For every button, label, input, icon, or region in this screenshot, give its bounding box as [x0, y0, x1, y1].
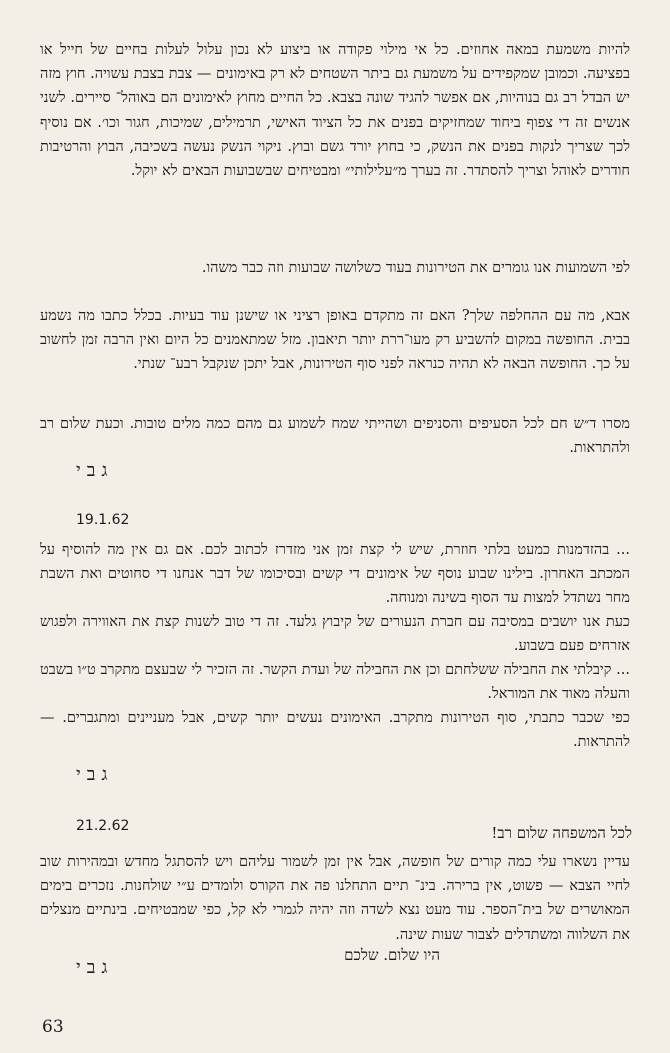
closing: היו שלום. שלכם [344, 946, 440, 964]
paragraph: עדיין נשארו עלי כמה קורים של חופשה, אבל אין זמן לשמור עליהם ויש להסתגל מחדש ובמהירות שוב לחיי הצבא — פשוט, אין ברירה. בינ־ תיים התחלנו פה את הקורס ולומדים ע״י שולחנות. נזכרים בימים המאושרים של בית־הספר. עוד מעט נצא לשדה וזה יהיה לגמרי לא קל, כפי שמבטיחים. בינתיים מנצלים את השלווה ומשתדלים לצבור שעות שינה. [40, 854, 630, 943]
paragraph: כעת אנו יושבים במסיבה עם חברת הנעורים של קיבוץ גלעד. זה די טוב לשנות קצת את האווירה ולפגוש אזרחים פעם בשבוע. [40, 614, 630, 655]
paragraph: ... קיבלתי את החבילה ששלחתם וכן את החבילה של ועדת הקשר. זה הזכיר לי שבעצם מתקרב ט״ו בשבט והעלה מאוד את המוראל. [40, 662, 630, 703]
paragraph: אבא, מה עם ההחלפה שלך? האם זה מתקדם באופן רציני או שישנן עוד בעיות. בכלל כתבו מה נשמע בבית. החופשה במקום להשביע רק מעו־ררת יותר תיאבון. מזל שמתאמנים כל היום ואין הרבה זמן לחשוב על כך. החופשה הבאה לא תהיה כנראה לפני סוף הטירונות, אבל יתכן שנקבל רבע־ שנתי. [40, 308, 630, 373]
signature: גבי [76, 764, 114, 785]
paragraph: לפי השמועות אנו גומרים את הטירונות בעוד כשלושה שבועות וזה כבר משהו. [201, 260, 630, 276]
page-number: 63 [42, 1017, 64, 1037]
paragraph: ... בהזדמנות כמעט בלתי חוזרת, שיש לי קצת זמן אני מזדרז לכתוב לכם. אם גם אין מה להוסיף על המכתב האחרון. בילינו שבוע נוסף של אימונים די קשים ובסיכומו של דבר אנחנו די סחוטים ואת השבת מחר נשתדל למצות עד הסוף בשינה ומנוחה. [40, 542, 630, 607]
letter-date: 21.2.62 [76, 818, 130, 834]
paragraph: להיות משמעת במאה אחוזים. כל אי מילוי פקודה או ביצוע לא נכון עלול לעלות בחיים של חייל או בפציעה. וכמובן שמקפידים על משמעת גם ביתר השטחים לא רק באימונים — צבת בצבת עשויה. חוץ מזה יש הבדל רב גם בנוהיות, אם אפשר להגיד שונה בצבא. כל החיים מחוץ לאימונים הם באוהל־ סיירים. לשני אנשים זה די צפוף ביחוד שמחזיקים בפנים את כל הציוד האישי, תרמילים, שמיכות, חגור וכו׳. אם נוסיף לכך שצריך לנקות בפנים את הנשק, כי בחוץ יורד גשם ובוץ. ניקוי הנשק נעשה בשכיבה, הבוץ והרטיבות חודרים לאוהל וצריך להסתדר. זה בערך מ״עלילותי״ ומבטיחים שבשבועות הבאים לא יוקל. [40, 42, 631, 180]
signature: גבי [76, 460, 114, 481]
salutation: לכל המשפחה שלום רב! [491, 824, 632, 842]
paragraph: כפי שכבר כתבתי, סוף הטירונות מתקרב. האימונים נעשים יותר קשים, אבל מעניינים ומתגברים. — להתראות. [40, 710, 630, 751]
paragraph: מסרו ד״ש חם לכל הסעיפים והסניפים ושהייתי שמח לשמוע גם מהם כמה מלים טובות. וכעת שלום רב ולהתראות. [40, 416, 630, 457]
signature: גבי [76, 957, 114, 978]
letter-date: 19.1.62 [76, 512, 130, 528]
